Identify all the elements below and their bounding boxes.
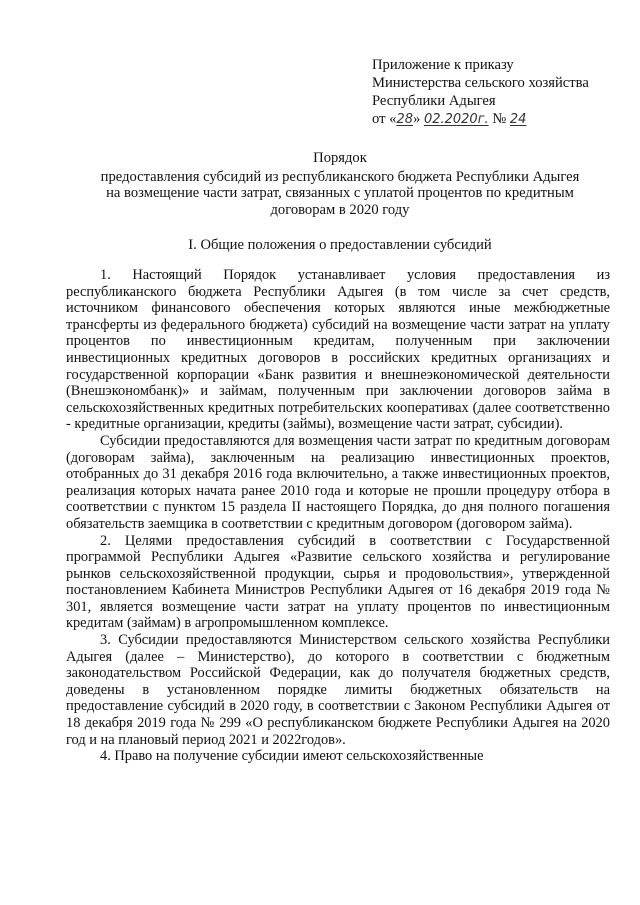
document-title <box>60 150 620 218</box>
paragraph-4: 4. Право на получение субсидии имеют сельскохозяйственные <box>100 748 484 765</box>
title-main: Порядок <box>313 150 367 166</box>
paragraph-1-continued: Субсидии предоставляются для возмещения части затрат по кредитным договорам (договорам займа), заключенным на реализацию инвестиционных проектов, отобранных до 31 декабря 2016 года включительно, а также инвестиционных проектов, реализация которых начата ранее 2010 года и которые не прошли процедуру отбора в соответствии с пунктом 15 раздела II настоящего Порядка, до дня полного погашения обязательств заемщика в соответствии с кредитным договором (договором займа). <box>66 432 610 532</box>
number-label: № <box>488 111 510 127</box>
title-line-1: предоставления субсидий из республиканского бюджета Республики Адыгея <box>100 168 580 185</box>
header-line-3: Республики Адыгея <box>372 93 496 109</box>
order-appendix-header <box>372 56 622 129</box>
handwritten-month-year: 02.2020г. <box>423 112 489 127</box>
title-line-2: на возмещение части затрат, связанных с уплатой процентов по кредитным <box>106 185 574 202</box>
order-date-number-line <box>372 110 622 129</box>
paragraph-1: 1. Настоящий Порядок устанавливает условия предоставления из республиканского бюджета Республики Адыгея (в том числе за счет средств, источником финансового обеспечения которых являются иные межбюджетные трансферты из федерального бюджета) субсидий на возмещение части затрат на уплату процентов по инвестиционным кредитам, полученным при заключении инвестиционных кредитных договоров в российских кредитных организациях и государственной корпорации «Банк развития и внешнеэкономической деятельности (Внешэкономбанк)» и займам, полученным при заключении договоров займа в сельскохозяйственных кредитных потребительских кооперативах (далее соответственно - кредитные организации, кредиты (займы), возмещение части затрат, субсидии). <box>66 267 610 433</box>
handwritten-number: 24 <box>509 112 527 127</box>
paragraph-3: 3. Субсидии предоставляются Министерством сельского хозяйства Республики Адыгея (далее – Министерство), до которого в соответствии с бюджетным законодательством Российской Федерации, как до получателя бюджетных средств, доведены в установленном порядке лимиты бюджетных обязательств на предоставление субсидий в 2020 году, в соответствии с Законом Республики Адыгея от 18 декабря 2019 года № 299 «О республиканском бюджете Республики Адыгея на 2020 год и на плановый период 2021 и 2022годов». <box>66 632 610 748</box>
date-mid: » <box>412 111 424 127</box>
header-line-1: Приложение к приказу <box>372 57 514 73</box>
document-body <box>66 267 610 765</box>
header-line-2: Министерства сельского хозяйства <box>372 75 589 91</box>
section-heading: I. Общие положения о предоставлении субсидий <box>188 237 492 253</box>
date-prefix: от « <box>372 111 397 127</box>
title-line-3: договорам в 2020 году <box>270 201 410 218</box>
handwritten-day: 28 <box>396 112 413 127</box>
paragraph-2: 2. Целями предоставления субсидий в соответствии с Государственной программой Республики Адыгея «Развитие сельского хозяйства и регулирование рынков сельскохозяйственной продукции, сырья и продовольствия», утвержденной постановлением Кабинета Министров Республики Адыгея от 16 декабря 2019 года № 301, является возмещение части затрат на уплату процентов по инвестиционным кредитам (займам) в агропромышленном комплексе. <box>66 532 610 632</box>
